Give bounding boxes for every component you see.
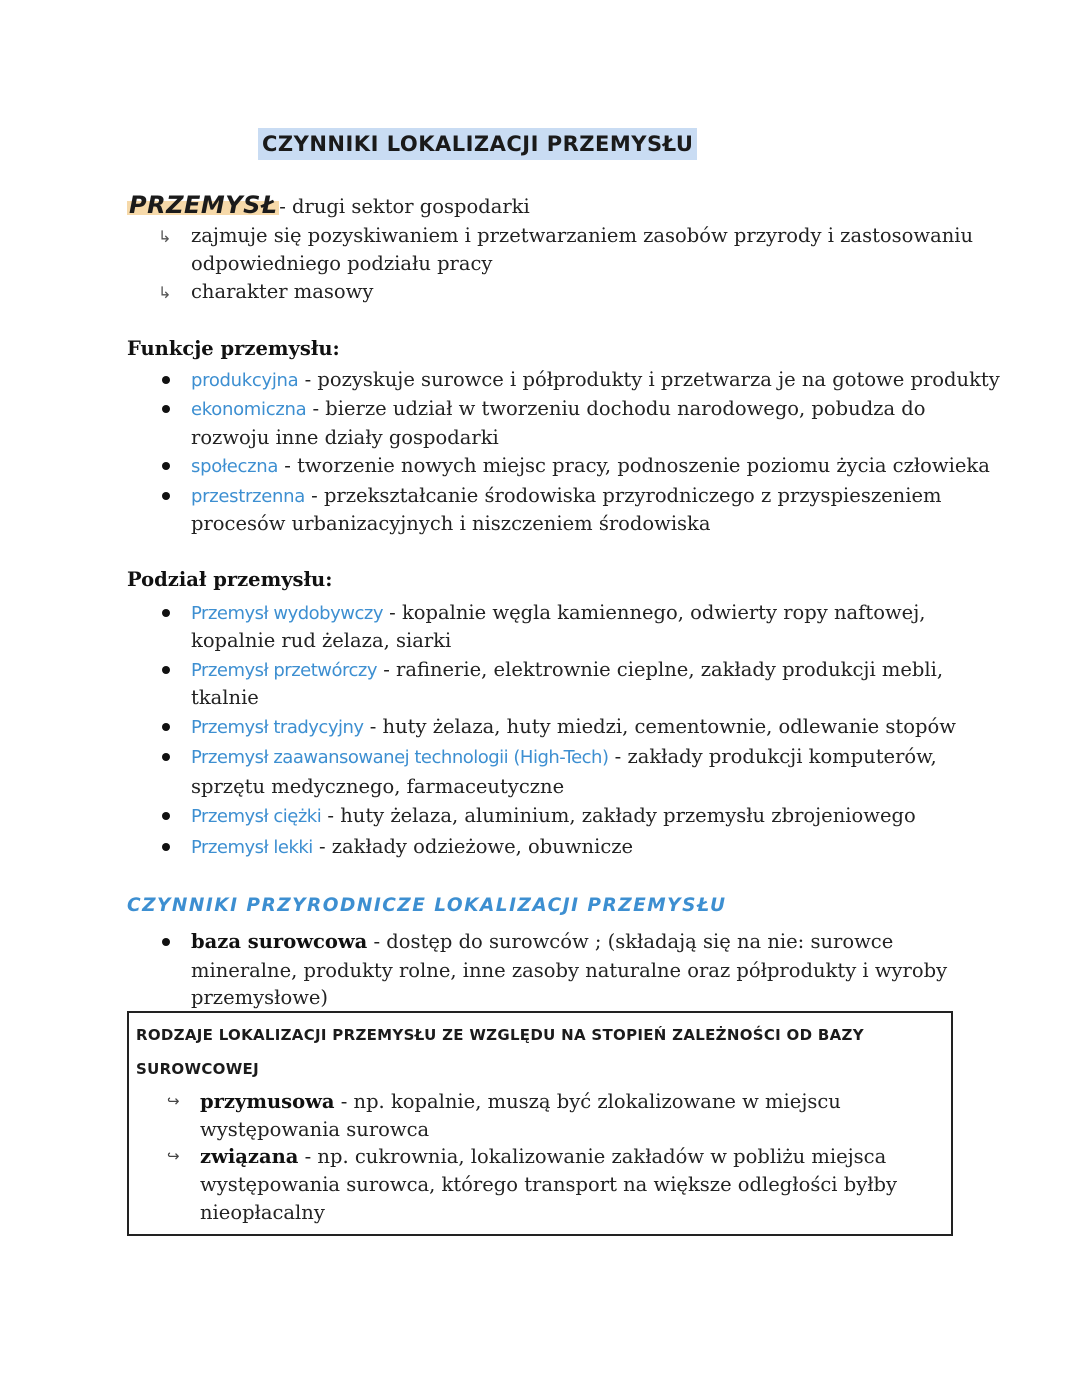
natural-factors-heading: CZYNNIKI PRZYRODNICZE LOKALIZACJI PRZEMYSŁU — [127, 895, 727, 916]
bullet-icon — [162, 376, 170, 384]
function-desc-cont: rozwoju inne działy gospodarki — [191, 426, 499, 449]
arrow-icon: ↳ — [158, 227, 172, 246]
division-desc: - huty żelaza, aluminium, zakłady przemysłu zbrojeniowego — [321, 804, 916, 827]
highlighted-word: PRZEMYSŁ — [129, 191, 278, 219]
division-desc: - zakłady produkcji komputerów, — [608, 745, 937, 768]
division-term: Przemysł lekki — [191, 837, 313, 858]
box-heading: SUROWCOWEJ — [136, 1060, 259, 1078]
division-desc: - kopalnie węgla kamiennego, odwierty ropy naftowej, — [382, 601, 926, 624]
hook-arrow-icon: ↪ — [167, 1147, 180, 1165]
list-item — [191, 366, 1000, 395]
list-item — [191, 928, 893, 956]
function-term: przestrzenna — [191, 486, 305, 507]
list-item — [191, 395, 926, 424]
hook-arrow-icon: ↪ — [167, 1092, 180, 1110]
bullet-icon — [162, 843, 170, 851]
list-item — [191, 482, 941, 511]
list-item — [191, 743, 937, 772]
box-heading: RODZAJE LOKALIZACJI PRZEMYSŁU ZE WZGLĘDU NA STOPIEŃ ZALEŻNOŚCI OD BAZY — [136, 1026, 864, 1044]
intro-sub-line: charakter masowy — [191, 280, 374, 303]
division-desc-cont: sprzętu medycznego, farmaceutyczne — [191, 775, 565, 798]
division-term: Przemysł wydobywczy — [191, 603, 383, 624]
list-item — [200, 1143, 886, 1171]
intro-sub-line: zajmuje się pozyskiwaniem i przetwarzaniem zasobów przyrody i zastosowaniu — [191, 224, 974, 247]
division-desc-cont: tkalnie — [191, 686, 259, 709]
function-term: ekonomiczna — [191, 399, 307, 420]
bullet-icon — [162, 666, 170, 674]
box-desc-cont: nieopłacalny — [200, 1201, 325, 1224]
division-desc: - rafinerie, elektrownie cieplne, zakłady produkcji mebli, — [377, 658, 944, 681]
bullet-icon — [162, 492, 170, 500]
natural-term: baza surowcowa — [191, 930, 368, 953]
natural-desc-cont: mineralne, produkty rolne, inne zasoby naturalne oraz półprodukty i wyroby — [191, 959, 948, 982]
intro-sub-line: odpowiedniego podziału pracy — [191, 252, 493, 275]
division-heading: Podział przemysłu: — [127, 568, 333, 591]
function-desc: - pozyskuje surowce i półprodukty i przetwarza je na gotowe produkty — [298, 368, 1000, 391]
bullet-icon — [162, 405, 170, 413]
bullet-icon — [162, 462, 170, 470]
list-item — [191, 656, 943, 685]
bullet-icon — [162, 753, 170, 761]
function-desc: - bierze udział w tworzeniu dochodu narodowego, pobudza do — [306, 397, 926, 420]
list-item — [191, 452, 990, 481]
list-item — [191, 802, 916, 831]
intro-line — [127, 191, 530, 221]
bullet-icon — [162, 609, 170, 617]
box-term: przymusowa — [200, 1090, 335, 1113]
arrow-icon: ↳ — [158, 283, 172, 302]
box-desc: - np. kopalnie, muszą być zlokalizowane w miejscu — [334, 1090, 841, 1113]
division-term: Przemysł zaawansowanej technologii (High-Tech) — [191, 747, 609, 768]
division-term: Przemysł przetwórczy — [191, 660, 378, 681]
division-term: Przemysł tradycyjny — [191, 717, 364, 738]
list-item — [191, 833, 633, 862]
intro-definition: - drugi sektor gospodarki — [279, 195, 530, 218]
bullet-icon — [162, 812, 170, 820]
division-desc: - zakłady odzieżowe, obuwnicze — [312, 835, 634, 858]
division-term: Przemysł ciężki — [191, 806, 322, 827]
function-desc: - przekształcanie środowiska przyrodniczego z przyspieszeniem — [304, 484, 942, 507]
box-desc: - np. cukrownia, lokalizowanie zakładów w pobliżu miejsca — [298, 1145, 887, 1168]
function-desc-cont: procesów urbanizacyjnych i niszczeniem środowiska — [191, 512, 711, 535]
bullet-icon — [162, 723, 170, 731]
function-term: społeczna — [191, 456, 279, 477]
bullet-icon — [162, 938, 170, 946]
list-item — [191, 599, 925, 628]
functions-heading: Funkcje przemysłu: — [127, 337, 340, 360]
function-term: produkcyjna — [191, 370, 299, 391]
division-desc-cont: kopalnie rud żelaza, siarki — [191, 629, 452, 652]
box-desc-cont: występowania surowca — [200, 1118, 430, 1141]
natural-desc-cont: przemysłowe) — [191, 986, 329, 1009]
division-desc: - huty żelaza, huty miedzi, cementownie, odlewanie stopów — [363, 715, 956, 738]
box-term: związana — [200, 1145, 299, 1168]
box-desc-cont: występowania surowca, którego transport na większe odległości byłby — [200, 1173, 898, 1196]
natural-desc: - dostęp do surowców ; (składają się na nie: surowce — [367, 930, 894, 953]
function-desc: - tworzenie nowych miejsc pracy, podnoszenie poziomu życia człowieka — [278, 454, 990, 477]
list-item — [200, 1088, 841, 1116]
page-title: CZYNNIKI LOKALIZACJI PRZEMYSŁU — [258, 128, 697, 160]
list-item — [191, 713, 956, 742]
